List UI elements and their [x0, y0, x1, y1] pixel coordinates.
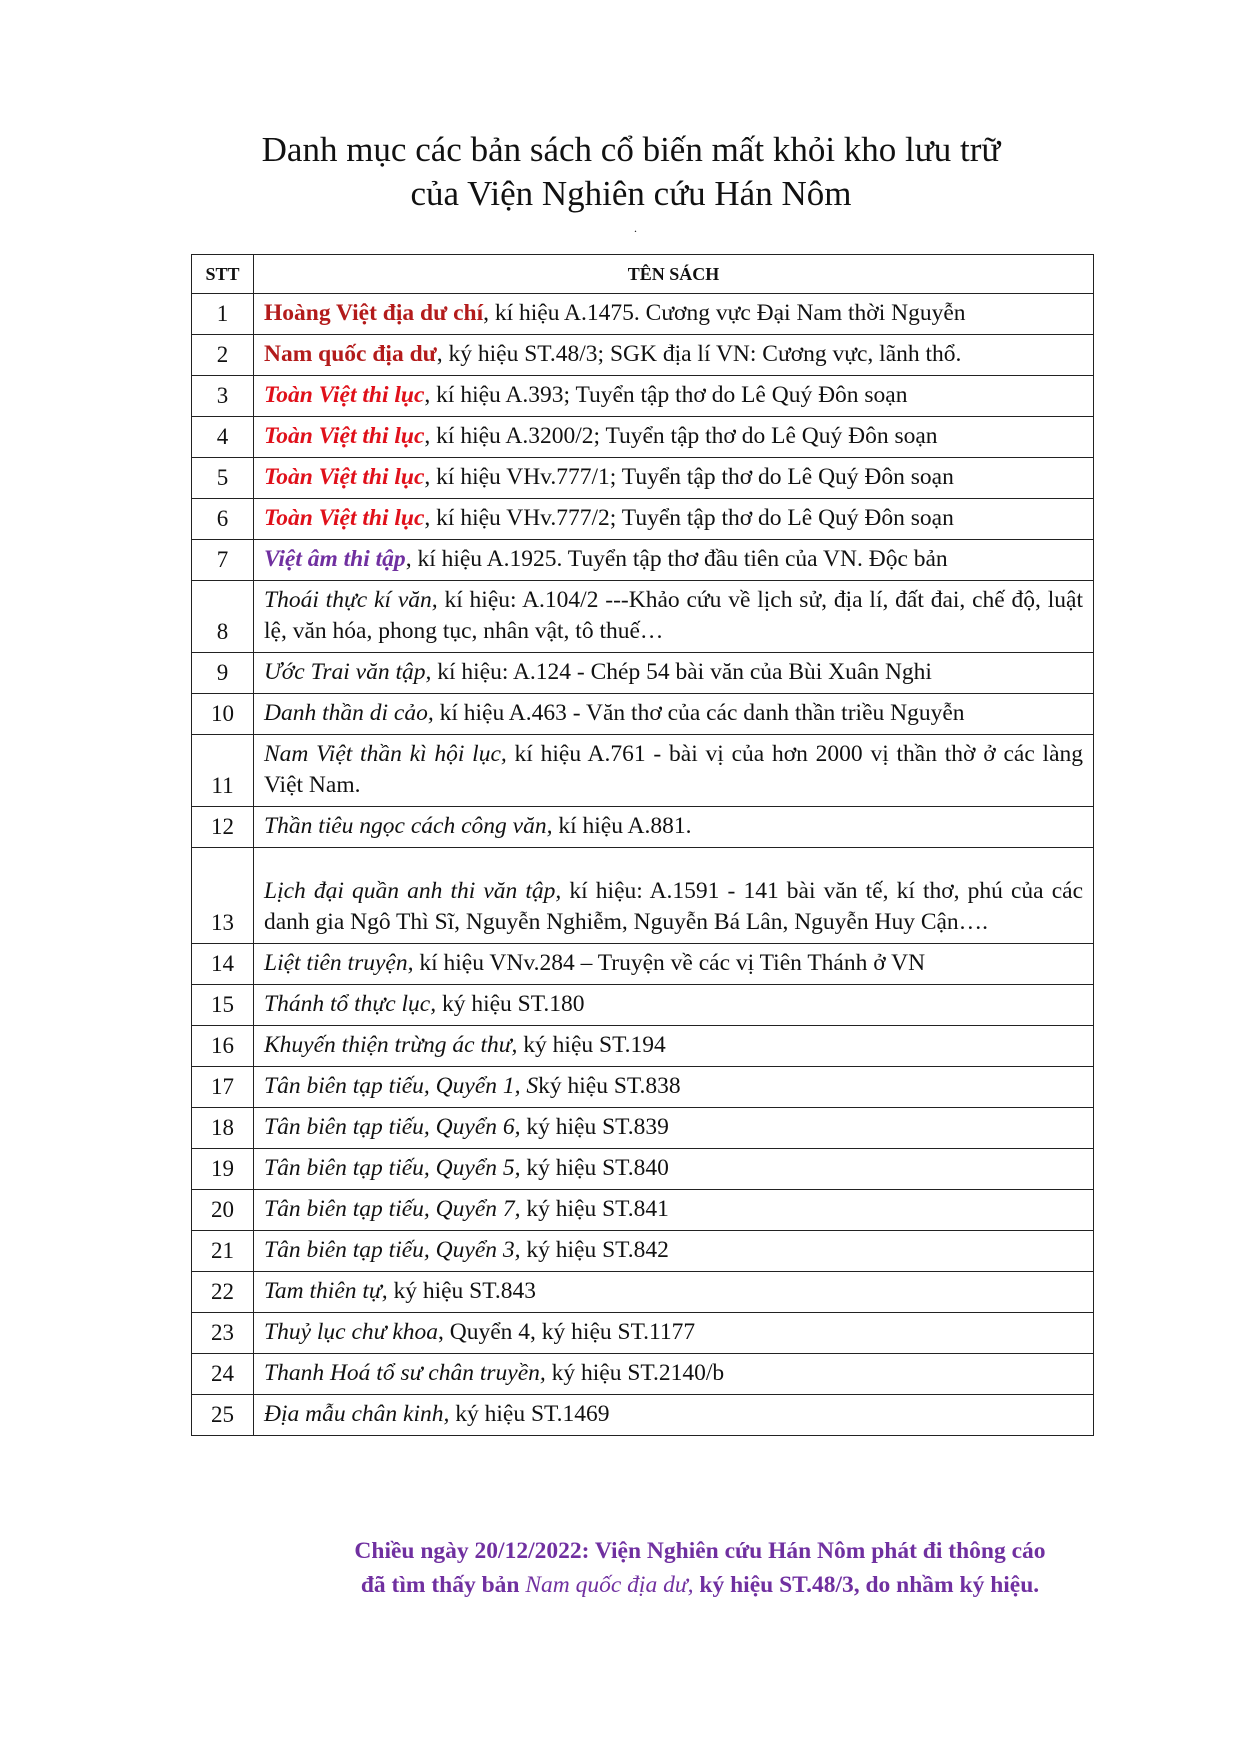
- table-row: [192, 376, 1094, 417]
- book-details: ký hiệu ST.2140/b: [545, 1360, 725, 1386]
- book-details: kí hiệu: A.104/2 ---Khảo cứu về lịch sử, địa lí, đất đai, chế độ, luật lệ, văn hóa, phong tục, nhân vật, tô thuế…: [264, 587, 1083, 644]
- book-details: ký hiệu ST.840: [520, 1155, 669, 1181]
- table-row: [192, 294, 1094, 335]
- book-title: Tân biên tạp tiếu, Quyển 1, S: [264, 1073, 539, 1099]
- row-number: 11: [192, 735, 254, 807]
- table-row: [192, 1026, 1094, 1067]
- book-title: Hoàng Việt địa dư chí: [264, 300, 484, 326]
- table-row: [192, 1067, 1094, 1108]
- book-details: ký hiệu ST.1469: [449, 1401, 610, 1427]
- row-number: 24: [192, 1354, 254, 1395]
- book-entry: [254, 1149, 1094, 1190]
- title-line-2: của Viện Nghiên cứu Hán Nôm: [410, 174, 852, 213]
- stray-dot: .: [634, 221, 637, 235]
- table-row: [192, 807, 1094, 848]
- book-details: kí hiệu A.761 - bài vị của hơn 2000 vị thần thờ ở các làng Việt Nam.: [264, 741, 1083, 798]
- table-row: [192, 540, 1094, 581]
- row-number: 5: [192, 458, 254, 499]
- book-entry: [254, 335, 1094, 376]
- book-entry: [254, 1354, 1094, 1395]
- note-book-title: Nam quốc địa dư,: [525, 1572, 694, 1598]
- row-number: 20: [192, 1190, 254, 1231]
- book-entry: [254, 1190, 1094, 1231]
- table-row: [192, 581, 1094, 653]
- book-details: , kí hiệu A.1475. Cương vực Đại Nam thời Nguyễn: [483, 300, 966, 326]
- book-details: ký hiệu ST.180: [436, 991, 585, 1017]
- book-title: Tân biên tạp tiếu, Quyển 7,: [264, 1196, 521, 1222]
- row-number: 13: [192, 848, 254, 944]
- row-number: 6: [192, 499, 254, 540]
- table-row: [192, 1313, 1094, 1354]
- book-entry: [254, 1313, 1094, 1354]
- row-number: 14: [192, 944, 254, 985]
- book-details: kí hiệu: A.124 - Chép 54 bài văn của Bùi Xuân Nghi: [431, 659, 932, 685]
- book-entry: [254, 1108, 1094, 1149]
- book-table: [191, 254, 1094, 1436]
- row-number: 2: [192, 335, 254, 376]
- book-title: Toàn Việt thi lục: [264, 382, 425, 408]
- row-number: 16: [192, 1026, 254, 1067]
- note-line-1: Chiều ngày 20/12/2022: Viện Nghiên cứu Hán Nôm phát đi thông cáo: [354, 1538, 1046, 1564]
- book-entry: [254, 540, 1094, 581]
- header-name: TÊN SÁCH: [254, 255, 1094, 294]
- announcement-note: [270, 1534, 1130, 1602]
- book-entry: [254, 417, 1094, 458]
- book-entry: [254, 581, 1094, 653]
- book-details: , kí hiệu VHv.777/2; Tuyển tập thơ do Lê Quý Đôn soạn: [424, 505, 954, 531]
- table-row: [192, 694, 1094, 735]
- book-details: , ký hiệu ST.48/3; SGK địa lí VN: Cương vực, lãnh thổ.: [436, 341, 962, 367]
- book-entry: [254, 1272, 1094, 1313]
- book-details: ký hiệu ST.843: [387, 1278, 536, 1304]
- book-title: Toàn Việt thi lục: [264, 423, 425, 449]
- row-number: 19: [192, 1149, 254, 1190]
- book-title: Tam thiên tự,: [264, 1278, 388, 1304]
- book-title: Thuỷ lục chư khoa: [264, 1319, 439, 1345]
- table-row: [192, 1354, 1094, 1395]
- row-number: 22: [192, 1272, 254, 1313]
- row-number: 23: [192, 1313, 254, 1354]
- note-prefix: đã tìm thấy bản: [360, 1572, 526, 1598]
- book-entry: [254, 458, 1094, 499]
- table-row: [192, 417, 1094, 458]
- row-number: 18: [192, 1108, 254, 1149]
- book-entry: [254, 1026, 1094, 1067]
- book-entry: [254, 1395, 1094, 1436]
- title-line-1: Danh mục các bản sách cổ biến mất khỏi kho lưu trữ: [261, 130, 1001, 169]
- note-line-2: [270, 1568, 1130, 1602]
- book-title: Thanh Hoá tổ sư chân truyền,: [264, 1360, 546, 1386]
- book-details: ký hiệu ST.842: [520, 1237, 669, 1263]
- book-title: Thánh tổ thực lục,: [264, 991, 437, 1017]
- row-number: 25: [192, 1395, 254, 1436]
- book-details: , Quyển 4, ký hiệu ST.1177: [438, 1319, 696, 1345]
- table-row: [192, 1272, 1094, 1313]
- book-title: Thoái thực kí văn,: [264, 587, 438, 613]
- table-row: [192, 1149, 1094, 1190]
- table-row: [192, 458, 1094, 499]
- row-number: 4: [192, 417, 254, 458]
- book-entry: [254, 1231, 1094, 1272]
- book-entry: [254, 735, 1094, 807]
- row-number: 7: [192, 540, 254, 581]
- book-title: Ước Trai văn tập,: [264, 659, 432, 685]
- table-row: [192, 735, 1094, 807]
- book-title: Khuyến thiện trừng ác thư,: [264, 1032, 518, 1058]
- document-title: [0, 128, 1241, 216]
- book-entry: [254, 807, 1094, 848]
- book-entry: [254, 499, 1094, 540]
- book-title: Toàn Việt thi lục: [264, 505, 425, 531]
- book-title: Danh thần di cảo,: [264, 700, 434, 726]
- book-details: kí hiệu VNv.284 – Truyện về các vị Tiên Thánh ở VN: [413, 950, 926, 976]
- book-title: Tân biên tạp tiếu, Quyển 5,: [264, 1155, 521, 1181]
- book-details: kí hiệu A.463 - Văn thơ của các danh thần triều Nguyễn: [433, 700, 965, 726]
- book-details: kí hiệu A.881.: [552, 813, 692, 839]
- row-number: 1: [192, 294, 254, 335]
- book-title: Tân biên tạp tiếu, Quyển 3,: [264, 1237, 521, 1263]
- book-title: Nam Việt thần kì hội lục,: [264, 741, 507, 767]
- note-suffix: ký hiệu ST.48/3, do nhầm ký hiệu.: [693, 1572, 1040, 1598]
- book-title: Tân biên tạp tiếu, Quyển 6,: [264, 1114, 521, 1140]
- table-row: [192, 985, 1094, 1026]
- table-row: [192, 499, 1094, 540]
- book-details: ký hiệu ST.841: [520, 1196, 669, 1222]
- row-number: 21: [192, 1231, 254, 1272]
- book-title: Thần tiêu ngọc cách công văn,: [264, 813, 553, 839]
- row-number: 15: [192, 985, 254, 1026]
- book-title: Liệt tiên truyện,: [264, 950, 414, 976]
- table-body: [192, 294, 1094, 1436]
- book-title: Lịch đại quần anh thi văn tập,: [264, 878, 562, 904]
- table-row: [192, 848, 1094, 944]
- table-row: [192, 1395, 1094, 1436]
- book-entry: [254, 294, 1094, 335]
- table-row: [192, 653, 1094, 694]
- book-details: ký hiệu ST.838: [538, 1073, 681, 1099]
- table-row: [192, 1231, 1094, 1272]
- table-row: [192, 335, 1094, 376]
- book-entry: [254, 653, 1094, 694]
- row-number: 3: [192, 376, 254, 417]
- table-row: [192, 944, 1094, 985]
- header-stt: STT: [192, 255, 254, 294]
- table-row: [192, 1190, 1094, 1231]
- book-title: Nam quốc địa dư: [264, 341, 437, 367]
- row-number: 9: [192, 653, 254, 694]
- table-header-row: [192, 255, 1094, 294]
- book-entry: [254, 1067, 1094, 1108]
- book-details: , kí hiệu A.393; Tuyển tập thơ do Lê Quý Đôn soạn: [424, 382, 908, 408]
- row-number: 8: [192, 581, 254, 653]
- book-details: , kí hiệu A.1925. Tuyển tập thơ đầu tiên của VN. Độc bản: [405, 546, 948, 572]
- book-details: , kí hiệu VHv.777/1; Tuyển tập thơ do Lê Quý Đôn soạn: [424, 464, 954, 490]
- book-entry: [254, 848, 1094, 944]
- row-number: 12: [192, 807, 254, 848]
- book-details: kí hiệu: A.1591 - 141 bài văn tế, kí thơ, phú của các danh gia Ngô Thì Sĩ, Nguyễn Nghiễm, Nguyễn Bá Lân, Nguyễn Huy Cận….: [264, 878, 1083, 935]
- book-details: , kí hiệu A.3200/2; Tuyển tập thơ do Lê Quý Đôn soạn: [424, 423, 938, 449]
- book-title: Toàn Việt thi lục: [264, 464, 425, 490]
- book-details: ký hiệu ST.194: [517, 1032, 666, 1058]
- book-details: ký hiệu ST.839: [520, 1114, 669, 1140]
- book-entry: [254, 985, 1094, 1026]
- row-number: 17: [192, 1067, 254, 1108]
- book-title: Việt âm thi tập: [264, 546, 406, 572]
- book-title: Địa mẫu chân kinh,: [264, 1401, 450, 1427]
- book-entry: [254, 694, 1094, 735]
- book-entry: [254, 944, 1094, 985]
- book-entry: [254, 376, 1094, 417]
- row-number: 10: [192, 694, 254, 735]
- table-row: [192, 1108, 1094, 1149]
